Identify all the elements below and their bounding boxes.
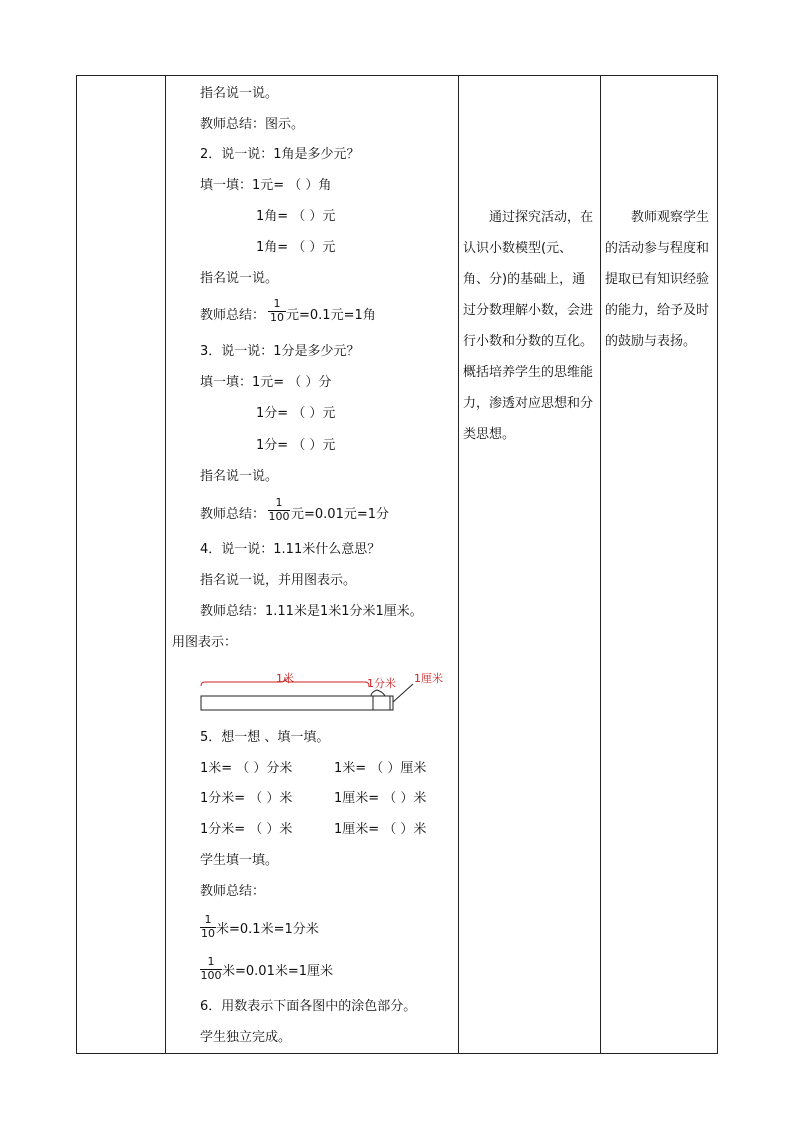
fraction-numerator: 1 [273,297,281,310]
fraction-denominator: 10 [270,311,284,324]
summary-text: 米=0.01米=1厘米 [222,964,334,979]
design-intent-text: 通过探究活动，在认识小数模型(元、角、分)的基础上，通过分数理解小数，会进行小数和分数的互化。概括培养学生的思维能力，渗透对应思想和分类思想。 [463,210,594,442]
summary-text: 米=0.1米=1分米 [216,922,319,937]
label-1m: 1米 [276,672,294,685]
text-line: 教师总结：图示。 [200,117,305,132]
fraction-denominator: 10 [201,927,215,940]
fill-line: 1分= （ ）元 [256,406,336,421]
text-line: 指名说一说。 [200,271,279,286]
column-divider-2 [458,76,459,1053]
fill-line: 1分米= （ ）米 [200,791,293,806]
summary-text: 元=0.1元=1角 [286,308,376,323]
column-divider-3 [600,76,601,1053]
fraction-denominator: 100 [268,510,290,523]
fill-line: 1角= （ ）元 [256,240,336,255]
question-6: 6．用数表示下面各图中的涂色部分。 [200,999,417,1014]
fill-line: 1厘米= （ ）米 [334,822,427,837]
column-divider-1 [165,76,166,1053]
fill-line: 1分米= （ ）米 [200,822,293,837]
fill-line: 1厘米= （ ）米 [334,791,427,806]
fraction [200,914,216,940]
fraction [268,298,286,324]
fill-line: 1分= （ ）元 [256,438,336,453]
fraction-numerator: 1 [207,955,215,968]
summary-prefix: 教师总结： [200,507,266,522]
text-line: 教师总结：1.11米是1米1分米1厘米。 [200,604,423,619]
fraction-denominator: 100 [200,969,222,982]
text-line: 指名说一说，并用图表示。 [200,573,357,588]
label-1cm: 1厘米 [414,672,443,685]
text-line: 指名说一说。 [200,469,279,484]
fraction-numerator: 1 [204,913,212,926]
pointer-1cm [393,684,413,702]
text-line: 学生填一填。 [200,853,279,868]
assessment-text: 教师观察学生的活动参与程度和提取已有知识经验的能力，给予及时的鼓励与表扬。 [605,210,710,349]
text-line: 教师总结： [200,884,266,899]
text-line: 学生独立完成。 [200,1030,292,1045]
text-line: 指名说一说。 [200,86,279,101]
fill-line: 填一填：1元= （ ）分 [200,375,332,390]
summary-prefix: 教师总结： [200,308,266,323]
text-line: 用图表示： [172,635,238,650]
label-1dm: 1分米 [367,677,396,690]
fill-line: 1角= （ ）元 [256,209,336,224]
fill-line: 填一填：1元= （ ）角 [200,178,332,193]
summary-text: 元=0.01元=1分 [291,507,390,522]
bar-total [201,696,393,710]
fraction [268,497,290,523]
question-3: 3．说一说：1分是多少元？ [200,344,360,359]
question-2: 2．说一说：1角是多少元？ [200,147,360,162]
fraction [200,956,222,982]
question-5: 5．想一想 、填一填。 [200,730,330,745]
fraction-numerator: 1 [275,496,283,509]
fill-line: 1米= （ ）厘米 [334,761,427,776]
question-4: 4．说一说：1.11米什么意思？ [200,542,381,557]
fill-line: 1米= （ ）分米 [200,761,293,776]
